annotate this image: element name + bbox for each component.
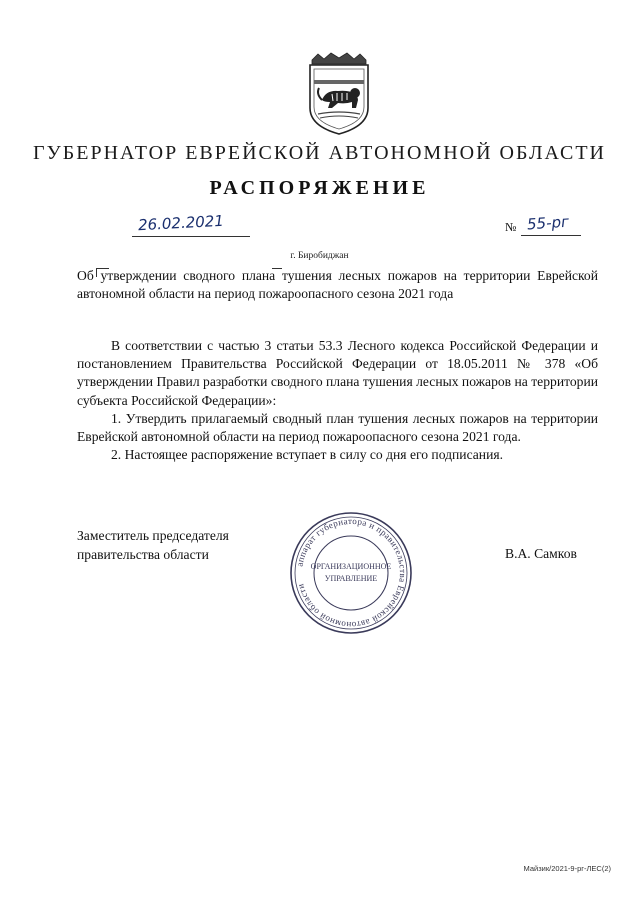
body-paragraph-item-2: 2. Настоящее распоряжение вступает в силу со дня его подписания. <box>111 447 504 463</box>
authority-heading: ГУБЕРНАТОР ЕВРЕЙСКОЙ АВТОНОМНОЙ ОБЛАСТИ <box>33 142 606 164</box>
footer-document-code: Майзик/2021-9-рг-ЛЕС(2) <box>523 864 611 873</box>
date-field <box>132 211 250 237</box>
document-title: Об утверждении сводного плана тушения лесных пожаров на территории Еврейской автономной области на период пожароопасного сезона 2021 года <box>77 268 598 301</box>
signatory-name: В.А. Самков <box>505 546 577 561</box>
document-type-heading: РАСПОРЯЖЕНИЕ <box>209 177 430 199</box>
signatory-position <box>77 527 277 564</box>
stamp-ring-text: аппарат губернатора и правительства Еврейской автономной области <box>294 515 409 631</box>
body-paragraph-preamble: В соответствии с частью 3 статьи 53.3 Лесного кодекса Российской Федерации и постановлением Правительства Российской Федерации от 18.05.2011 № 378 «Об утверждении Правил разработки сводного плана тушения лесных пожаров на территории субъекта Российской Федерации»: <box>77 338 598 408</box>
signatory-position-line-1: Заместитель председателя <box>77 528 229 543</box>
signatory-position-line-2: правительства области <box>77 546 209 562</box>
stamp-center-line-2: УПРАВЛЕНИЕ <box>324 574 378 583</box>
official-stamp <box>289 511 413 635</box>
document-date: 26.02.2021 <box>137 211 225 235</box>
number-underline <box>521 235 581 236</box>
document-number: 55-рг <box>526 212 570 234</box>
number-sign: № <box>505 220 517 234</box>
city-name: г. Биробиджан <box>290 251 349 261</box>
tiger-coat-of-arms-icon <box>304 50 374 136</box>
document-body <box>77 337 598 464</box>
body-paragraph-item-1: 1. Утвердить прилагаемый сводный план тушения лесных пожаров на территории Еврейской автономной области на период пожароопасного сезона 2021 года. <box>77 410 598 445</box>
stamp-center-line-1: ОРГАНИЗАЦИОННОЕ <box>310 562 392 571</box>
document-number-field <box>505 214 581 236</box>
